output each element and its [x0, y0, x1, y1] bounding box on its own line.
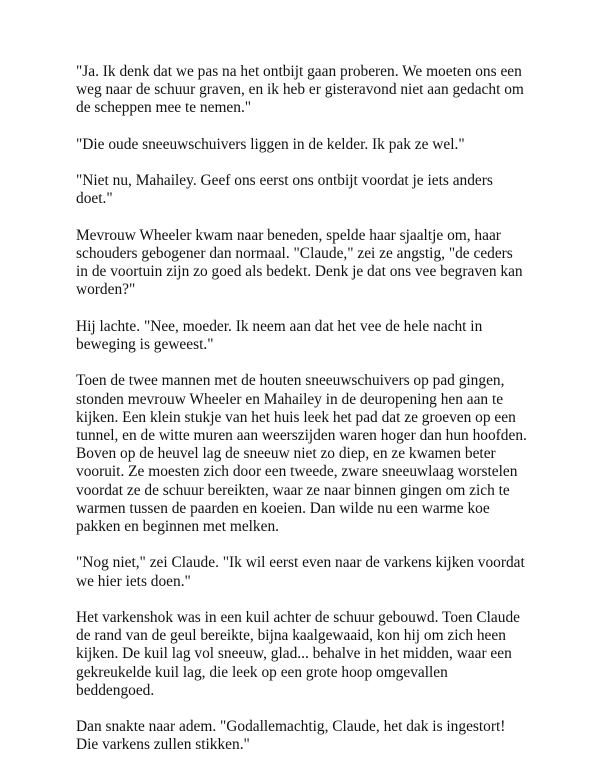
paragraph-1: "Ja. Ik denk dat we pas na het ontbijt gaan proberen. We moeten ons een weg naar de schuur graven, en ik heb er gisteravond niet aan gedacht om de scheppen mee te nemen." — [76, 63, 524, 117]
document-page — [76, 63, 528, 773]
paragraph-4: Mevrouw Wheeler kwam naar beneden, spelde haar sjaaltje om, haar schouders gebogener dan normaal. "Claude," zei ze angstig, "de ceders in de voortuin zijn zo goed als bedekt. Denk je dat ons vee begraven kan worden?" — [76, 226, 523, 299]
paragraph-5: Hij lachte. "Nee, moeder. Ik neem aan dat het vee de hele nacht in beweging is geweest." — [76, 317, 483, 353]
paragraph-3: "Niet nu, Mahailey. Geef ons eerst ons ontbijt voordat je iets anders doet." — [76, 172, 493, 208]
paragraph-9: Dan snakte naar adem. "Godallemachtig, Claude, het dak is ingestort! Die varkens zullen stikken." — [76, 718, 506, 754]
paragraph-8: Het varkenshok was in een kuil achter de schuur gebouwd. Toen Claude de rand van de geul bereikte, bijna kaalgewaaid, kon hij om zich heen kijken. De kuil lag vol sneeuw, glad... behalve in het midden, waar een gekreukelde kuil lag, die leek op een grote hoop omgevallen beddengoed. — [76, 608, 520, 699]
paragraph-2: "Die oude sneeuwschuivers liggen in de kelder. Ik pak ze wel." — [76, 135, 465, 153]
paragraph-7: "Nog niet," zei Claude. "Ik wil eerst even naar de varkens kijken voordat we hier iets doen." — [76, 554, 525, 590]
paragraph-6: Toen de twee mannen met de houten sneeuwschuivers op pad gingen, stonden mevrouw Wheeler en Mahailey in de deuropening hen aan te kijken. Een klein stukje van het huis leek het pad dat ze groeven op een tunnel, en de witte muren aan weerszijden waren hoger dan hun hoofden. Boven op de heuvel lag de sneeuw niet zo diep, en ze kwamen beter vooruit. Ze moesten zich door een tweede, zware sneeuwlaag worstelen voordat ze de schuur bereikten, waar ze naar binnen gingen om zich te warmen tussen de paarden en koeien. Dan wilde nu een warme koe pakken en beginnen met melken. — [76, 372, 527, 535]
